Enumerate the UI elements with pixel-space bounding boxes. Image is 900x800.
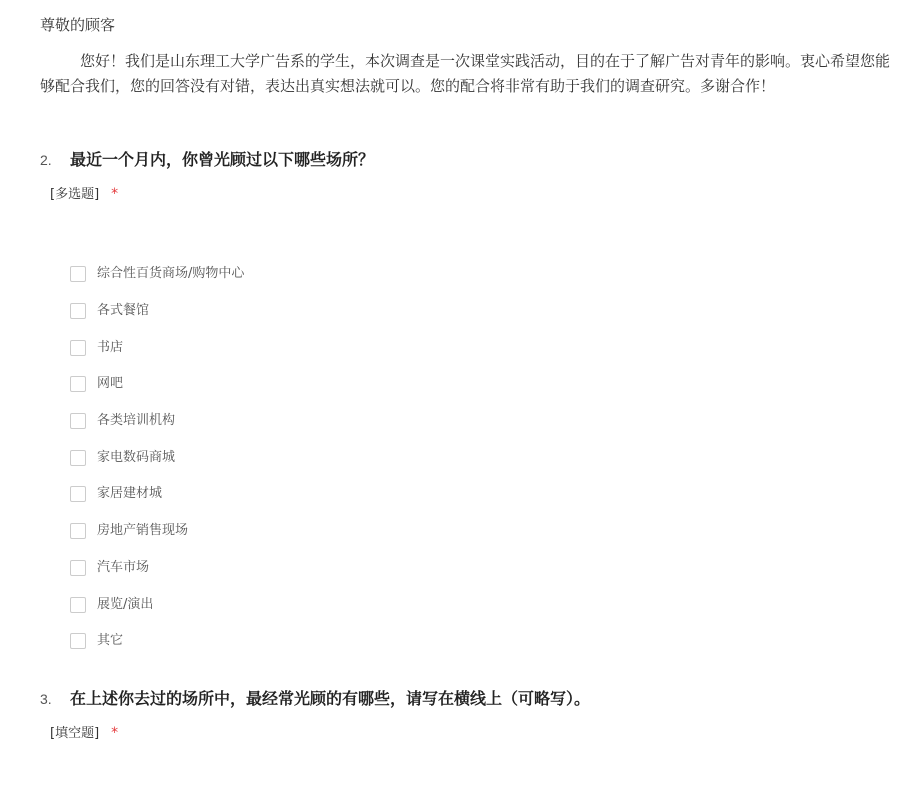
- question-3: [40, 688, 880, 743]
- question-2-options: [70, 256, 470, 660]
- question-2-number: 2.: [40, 152, 52, 168]
- option-restaurant[interactable]: [70, 293, 470, 330]
- survey-intro: [40, 14, 900, 99]
- required-mark: *: [111, 186, 119, 202]
- checkbox[interactable]: [70, 633, 86, 649]
- question-3-type-label: [填空题]: [50, 726, 100, 741]
- option-bookstore[interactable]: [70, 329, 470, 366]
- option-other[interactable]: [70, 623, 470, 660]
- option-label[interactable]: 网吧: [97, 376, 124, 392]
- question-2: [40, 149, 880, 204]
- option-label[interactable]: 家居建材城: [97, 486, 163, 502]
- question-2-type: [50, 185, 880, 204]
- checkbox[interactable]: [70, 413, 86, 429]
- checkbox[interactable]: [70, 523, 86, 539]
- intro-body: 您好！我们是山东理工大学广告系的学生，本次调查是一次课堂实践活动，目的在于了解广告对青年的影响。衷心希望您能够配合我们，您的回答没有对错，表达出真实想法就可以。您的配合将非常有助于我们的调查研究。多谢合作！: [40, 52, 891, 95]
- option-label[interactable]: 汽车市场: [97, 559, 150, 575]
- checkbox[interactable]: [70, 303, 86, 319]
- checkbox[interactable]: [70, 486, 86, 502]
- option-label[interactable]: 各类培训机构: [97, 413, 176, 429]
- question-3-title: 在上述你去过的场所中，最经常光顾的有哪些，请写在横线上（可略写）。: [70, 689, 591, 708]
- option-car-market[interactable]: [70, 550, 470, 587]
- intro-greeting: 尊敬的顾客: [40, 16, 116, 34]
- checkbox[interactable]: [70, 450, 86, 466]
- checkbox[interactable]: [70, 376, 86, 392]
- question-2-title: 最近一个月内，你曾光顾过以下哪些场所？: [70, 150, 375, 169]
- option-label[interactable]: 综合性百货商场/购物中心: [97, 266, 245, 282]
- checkbox[interactable]: [70, 266, 86, 282]
- option-exhibition[interactable]: [70, 586, 470, 623]
- option-training[interactable]: [70, 403, 470, 440]
- option-real-estate[interactable]: [70, 513, 470, 550]
- option-label[interactable]: 书店: [97, 339, 124, 355]
- option-label[interactable]: 其它: [97, 633, 124, 649]
- option-label[interactable]: 家电数码商城: [97, 449, 176, 465]
- option-label[interactable]: 各式餐馆: [97, 303, 150, 319]
- question-3-type: [50, 724, 880, 743]
- option-home-building[interactable]: [70, 476, 470, 513]
- question-3-header: [40, 688, 880, 710]
- option-mall[interactable]: [70, 256, 470, 293]
- question-2-type-label: [多选题]: [50, 187, 100, 202]
- question-2-header: [40, 149, 880, 171]
- checkbox[interactable]: [70, 340, 86, 356]
- required-mark: *: [111, 725, 119, 741]
- option-electronics[interactable]: [70, 439, 470, 476]
- checkbox[interactable]: [70, 560, 86, 576]
- checkbox[interactable]: [70, 597, 86, 613]
- option-label[interactable]: 展览/演出: [97, 596, 154, 612]
- option-internet-cafe[interactable]: [70, 366, 470, 403]
- option-label[interactable]: 房地产销售现场: [97, 523, 189, 539]
- question-3-number: 3.: [40, 691, 52, 707]
